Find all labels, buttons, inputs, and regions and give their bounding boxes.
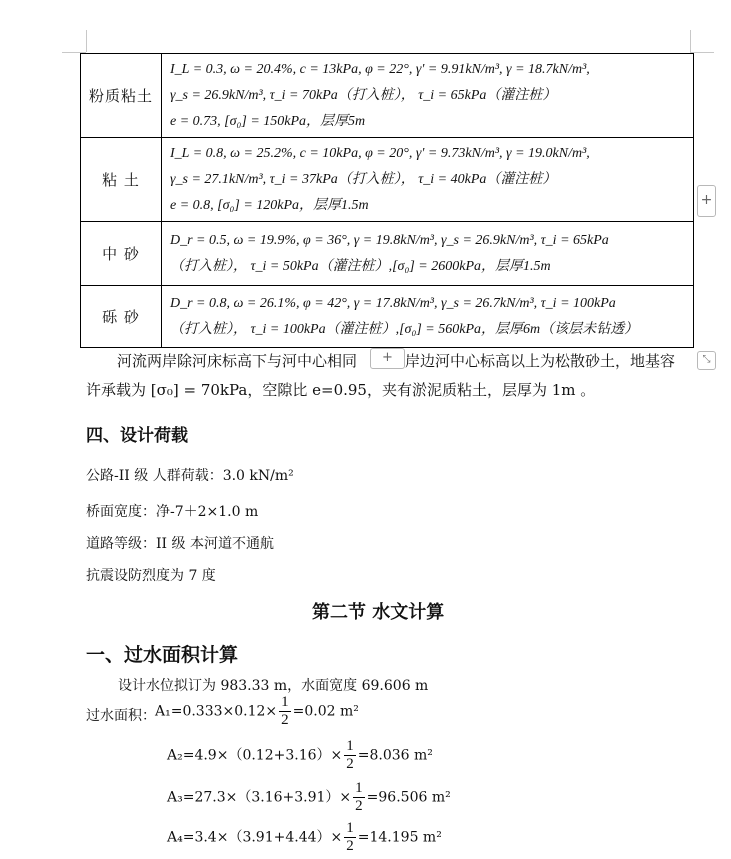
section-heading-design-loads: 四、设计荷载 [86, 426, 188, 446]
add-row-plus-icon[interactable]: + [370, 348, 405, 369]
chapter-title: 第二节 水文计算 [312, 602, 445, 623]
fraction: $\frac{1}{2}$ [355, 780, 363, 814]
crop-mark-top-right [690, 30, 691, 52]
area-formula: A₃=27.3×（3.16+3.91）× $\frac{1}{2}$ =96.506 m² [167, 780, 451, 814]
area-intro: 设计水位拟订为 983.33 m，水面宽度 69.606 m [118, 678, 429, 694]
area-formula: A₁=0.333×0.12× $\frac{1}{2}$ =0.02 m² [155, 694, 359, 728]
soil-properties: I_L = 0.3, ω = 20.4%, c = 13kPa, φ = 22°, γ' = 9.91kN/m³, γ = 18.7kN/m³, γ_s = 26.9kN/m³, τ_i = 70kPa（打入桩）， τ_i = 65kPa（灌注桩） e = 0.73, [σ₀] = 150kPa，层厚5m [162, 54, 694, 138]
soil-properties: D_r = 0.8, ω = 26.1%, φ = 42°, γ = 17.8kN/m³, γ_s = 26.7kN/m³, τ_i = 100kPa （打入桩）， τ_i = 100kPa（灌注桩）,[σ₀] = 560kPa，层厚6m（该层未钻透） [162, 286, 694, 348]
soil-name: 砾 砂 [81, 286, 162, 348]
table-row [81, 138, 694, 222]
table-row [81, 54, 694, 138]
area-label: 过水面积： [86, 708, 156, 724]
table-row [81, 222, 694, 286]
section-heading-area: 一、过水面积计算 [86, 644, 239, 666]
add-column-plus-icon[interactable]: + [697, 185, 716, 217]
area-formula: A₂=4.9×（0.12+3.16）× $\frac{1}{2}$ =8.036 m² [167, 738, 433, 772]
fraction: $\frac{1}{2}$ [346, 820, 354, 854]
soil-properties: I_L = 0.8, ω = 25.2%, c = 10kPa, φ = 20°, γ' = 9.73kN/m³, γ = 19.0kN/m³, γ_s = 27.1kN/m³, τ_i = 37kPa（打入桩）， τ_i = 40kPa（灌注桩） e = 0.8, [σ₀] = 120kPa，层厚1.5m [162, 138, 694, 222]
river-para-line1-b: 岸边河中心标高以上为松散砂土，地基容 [405, 352, 676, 370]
soil-name: 粘 土 [81, 138, 162, 222]
fraction: $\frac{1}{2}$ [281, 694, 289, 728]
table-resize-icon[interactable]: ⤡ [697, 351, 716, 370]
area-formula: A₄=3.4×（3.91+4.44）× $\frac{1}{2}$ =14.195 m² [167, 820, 442, 854]
soil-properties: D_r = 0.5, ω = 19.9%, φ = 36°, γ = 19.8kN/m³, γ_s = 26.9kN/m³, τ_i = 65kPa （打入桩）， τ_i = 50kPa（灌注桩）,[σ₀] = 2600kPa，层厚1.5m [162, 222, 694, 286]
load-line: 公路-II 级 人群荷载：3.0 kN/m² [86, 468, 294, 484]
fraction: $\frac{1}{2}$ [346, 738, 354, 772]
load-line: 抗震设防烈度为 7 度 [86, 568, 216, 584]
crop-mark-top-left [86, 30, 87, 52]
soil-properties-table [80, 53, 694, 348]
load-line: 桥面宽度：净-7＋2×1.0 m [86, 504, 259, 520]
table-row [81, 286, 694, 348]
soil-name: 中 砂 [81, 222, 162, 286]
river-para-line2: 许承载为 [σ₀] = 70kPa，空隙比 e=0.95，夹有淤泥质粘土，层厚为 1m 。 [86, 381, 596, 399]
load-line: 道路等级：II 级 本河道不通航 [86, 536, 274, 552]
soil-name: 粉质粘土 [81, 54, 162, 138]
river-para-line1-a: 河流两岸除河床标高下与河中心相同 [117, 352, 358, 370]
